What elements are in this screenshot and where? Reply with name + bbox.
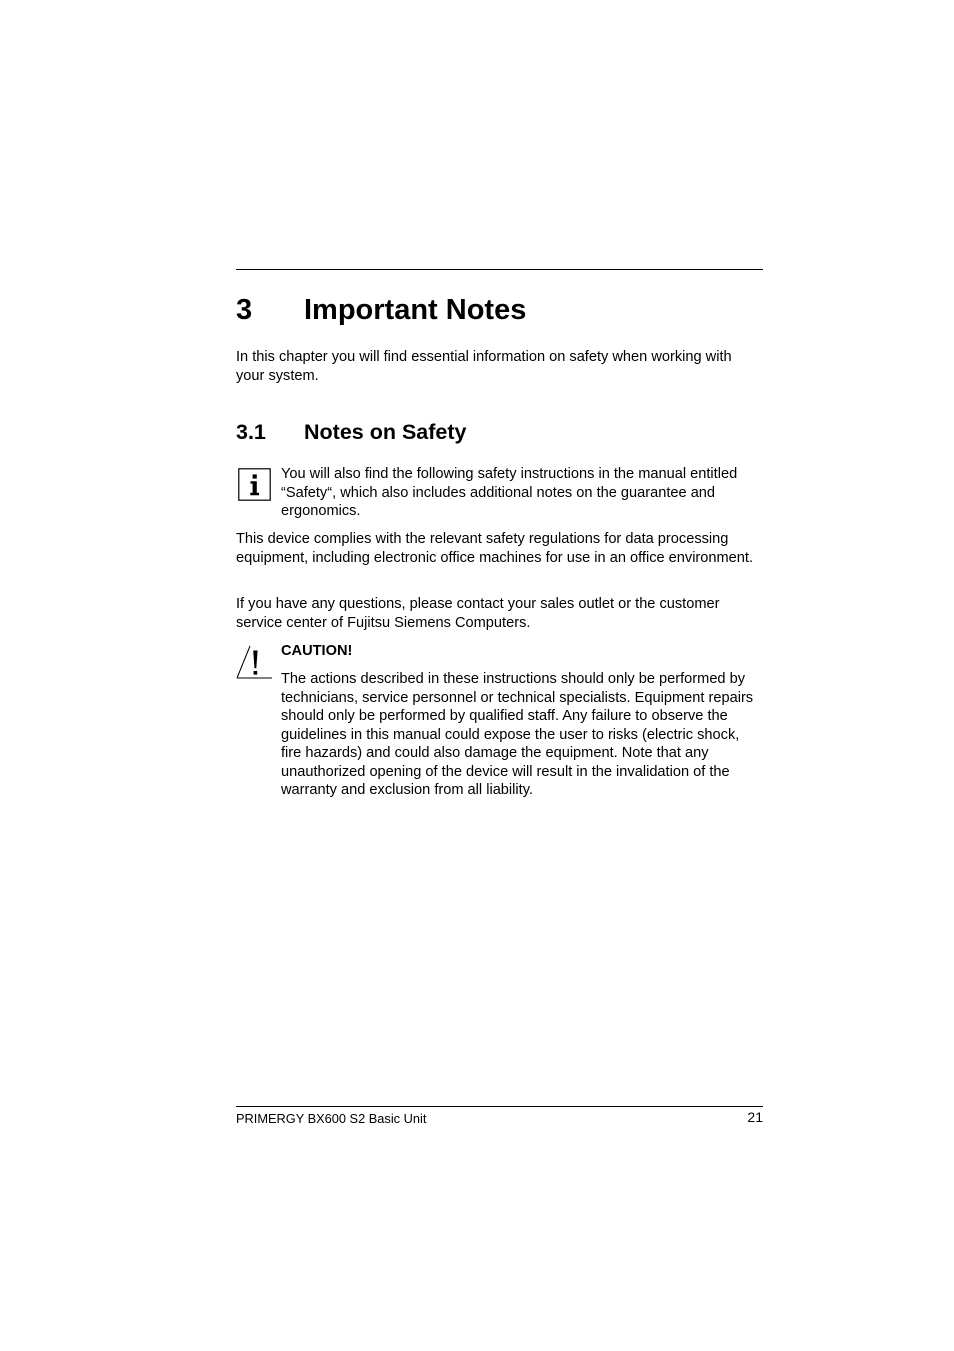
document-page xyxy=(236,0,763,1351)
info-note-text: You will also find the following safety instructions in the manual entitled “Safety“, which also includes additional notes on the guarantee and ergonomics. xyxy=(281,466,738,519)
contact-paragraph: If you have any questions, please contact your sales outlet or the customer service center of Fujitsu Siemens Computers. xyxy=(236,596,720,631)
intro-paragraph: In this chapter you will find essential information on safety when working with your system. xyxy=(236,349,732,384)
caution-icon xyxy=(236,644,274,680)
section-title: Notes on Safety xyxy=(304,420,467,444)
caution-text: The actions described in these instructions should only be performed by technicians, service personnel or technical specialists. Equipment repairs should only be performed by qualified staff. Any failure to observe the guidelines in this manual could expose the user to risks (electric shock, fire hazards) and could also damage the equipment. Note that any unauthorized opening of the device will result in the invalidation of the warranty and exclusion from all liability. xyxy=(281,671,754,798)
section-heading xyxy=(236,418,763,446)
info-icon xyxy=(238,468,271,501)
chapter-title: Important Notes xyxy=(304,294,527,326)
chapter-number: 3 xyxy=(236,294,253,326)
chapter-top-rule xyxy=(236,269,763,270)
footer-rule xyxy=(236,1106,763,1107)
page-number: 21 xyxy=(747,1109,763,1125)
footer-title: PRIMERGY BX600 S2 Basic Unit xyxy=(236,1111,427,1126)
section-number: 3.1 xyxy=(236,420,266,444)
chapter-heading xyxy=(236,292,763,328)
caution-label: CAUTION! xyxy=(281,643,353,659)
compliance-paragraph: This device complies with the relevant safety regulations for data processing equipment, including electronic office machines for use in an office environment. xyxy=(236,531,754,566)
